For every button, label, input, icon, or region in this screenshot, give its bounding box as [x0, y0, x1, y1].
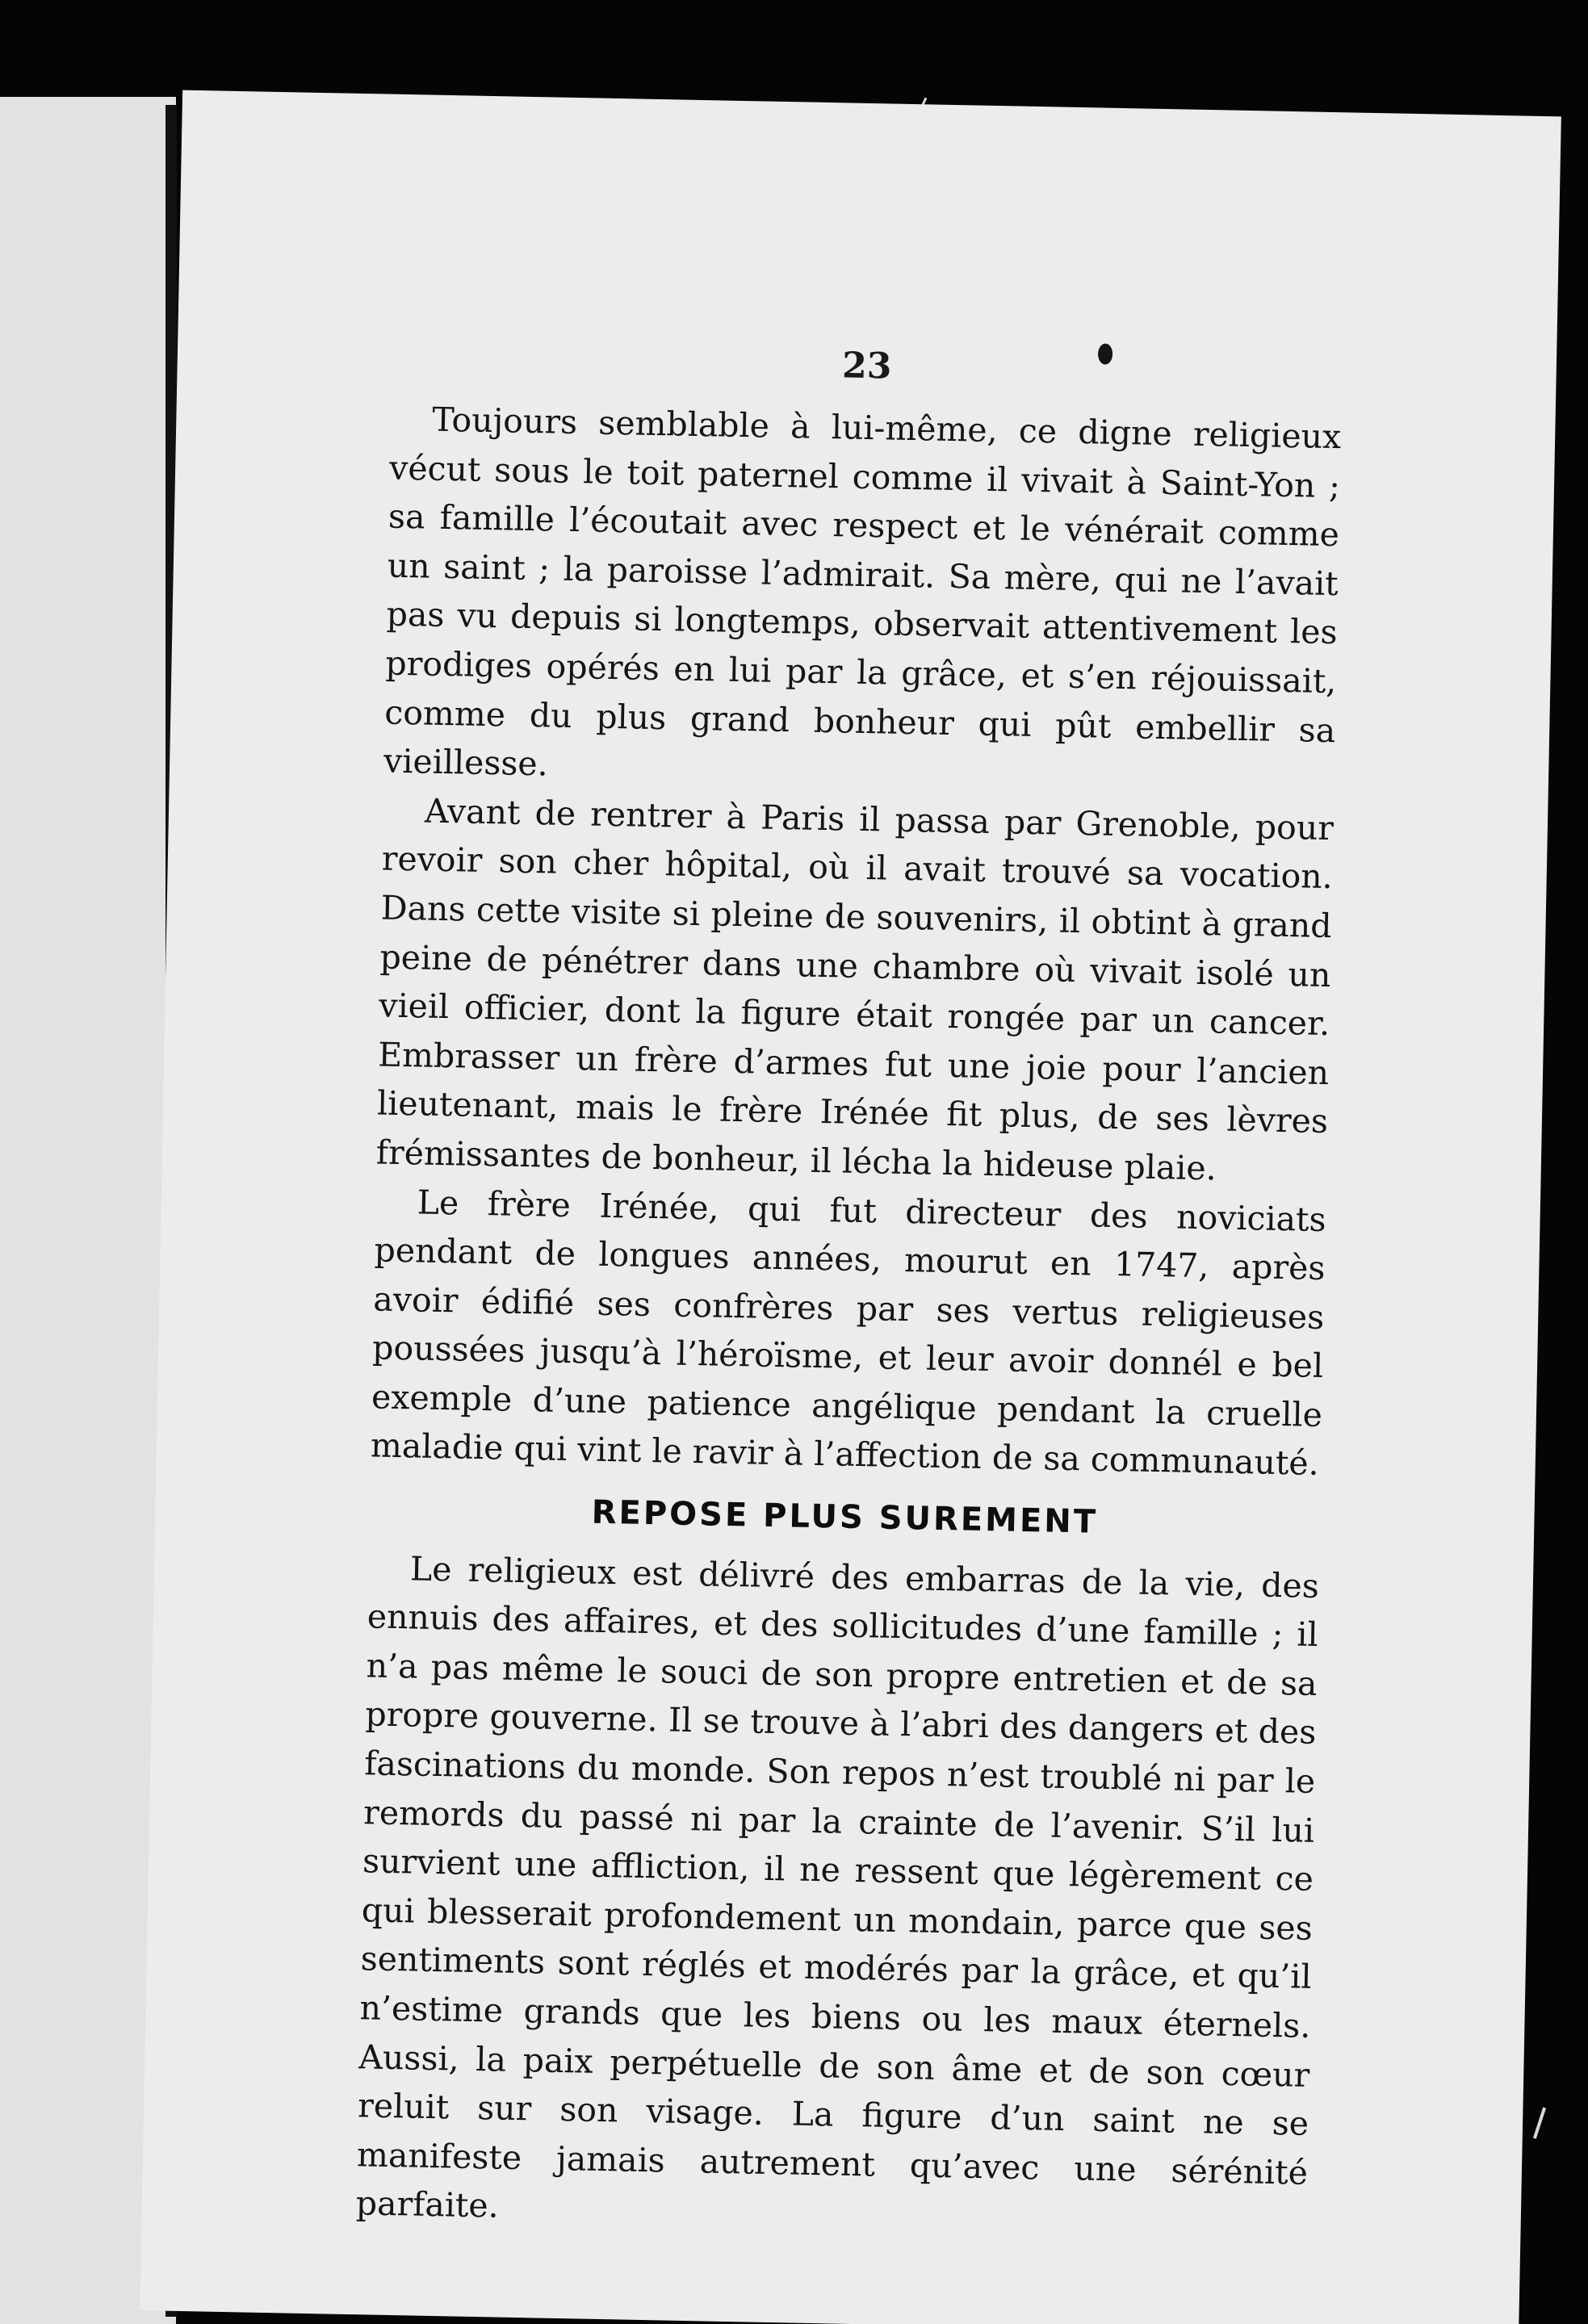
paragraph: Le frère Irénée, qui fut directeur des noviciats pendant de longues années, mourut en 1747, après avoir édifié ses confrères par ses vertus religieuses poussées jusqu’à l’héroïsme, et leur avoir donnél e bel exemple d’une patience angélique pendant la cruelle maladie qui vint le ravir à l’affection de sa communauté.	[370, 1182, 1327, 1484]
paragraph: Le religieux est délivré des embarras de la vie, des ennuis des affaires, et des sollicitudes d’une famille ; il n’a pas même le souci de son propre entretien et de sa propre gouverne. Il se trouve à l’abri des dangers et des fascinations du monde. Son repos n’est troublé ni par le remords du passé ni par la crainte de l’avenir. S’il lui survient une affliction, il ne ressent que légèrement ce qui blesserait profondement un mondain, parce que ses sentiments sont réglés et modérés par la grâce, et qu’il n’estime grands que les biens ou les maux éternels. Aussi, la paix perpétuelle de son âme et de son cœur reluit sur son visage. La figure d’un saint ne se manifeste jamais autrement qu’avec une sérénité parfaite.	[355, 1549, 1320, 2226]
paragraph: Avant de rentrer à Paris il passa par Grenoble, pour revoir son cher hôpital, où il avait trouvé sa vocation. Dans cette visite si pleine de souvenirs, il obtint à grand peine de pénétrer dans une chambre où vivait isolé un vieil officier, dont la figure était rongée par un cancer. Embrasser un frère d’armes fut une joie pour l’ancien lieutenant, mais le frère Irénée fit plus, de ses lèvres frémissantes de bonheur, il lécha la hideuse plaie.	[375, 791, 1335, 1188]
section-heading: REPOSE PLUS SUREMENT	[591, 1493, 1099, 1541]
page-text	[355, 395, 1341, 2247]
scan-mark	[1533, 2107, 1546, 2138]
paragraph: Toujours semblable à lui-même, ce digne religieux vécut sous le toit paternel comme il vivait à Saint-Yon ; sa famille l’écoutait avec respect et le vénérait comme un saint ; la paroisse l’admirait. Sa mère, qui ne l’avait pas vu depuis si longtemps, observait attentivement les prodiges opérés en lui par la grâce, et s’en réjouissait, comme du plus grand bonheur qui pût embellir sa vieillesse.	[383, 400, 1342, 784]
book-page	[140, 90, 1561, 2324]
page-number: 23	[841, 345, 892, 387]
